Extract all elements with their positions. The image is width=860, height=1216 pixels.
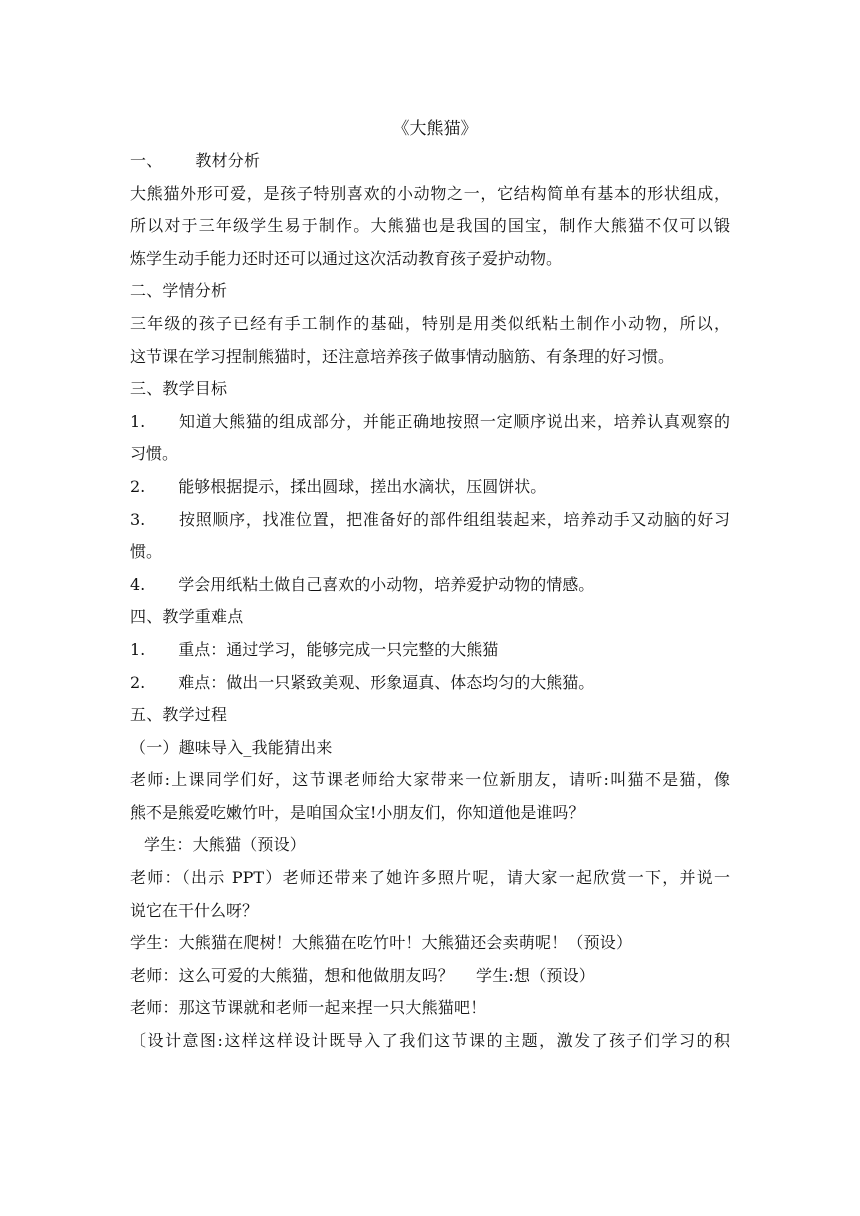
paragraph-line: 老师：（出示 PPT）老师还带来了她许多照片呢，请大家一起欣赏一下，并说一: [130, 868, 730, 888]
design-intent-paragraph: [130, 1025, 730, 1058]
key-point-item: [130, 634, 730, 667]
section-heading-materials: [130, 145, 730, 178]
paragraph-line: 〔设计意图:这样这样设计既导入了我们这节课的主题，激发了孩子们学习的积: [130, 1031, 730, 1051]
item-number: 2.: [130, 476, 146, 496]
item-text: 惯。: [130, 542, 163, 562]
paragraph-line: 说它在干什么呀？: [130, 900, 259, 920]
key-point-item: [130, 667, 730, 700]
item-text: 按照顺序，找准位置，把准备好的部件组组装起来，培养动手又动脑的好习: [178, 509, 730, 529]
section-heading-key-points: 四、教学重难点: [130, 607, 244, 627]
item-number: 4.: [130, 574, 146, 594]
dialogue-line: 学生：大熊猫在爬树！大熊猫在吃竹叶！大熊猫还会卖萌呢！（预设）: [130, 933, 633, 953]
item-number: 3.: [130, 509, 146, 529]
goal-item: [130, 406, 730, 471]
section-number: 一、: [130, 151, 163, 170]
goal-item: [130, 569, 730, 602]
dialogue-paragraph: [130, 862, 730, 927]
subsection-heading: （一）趣味导入_我能猜出来: [130, 737, 333, 757]
item-text: 习惯。: [130, 444, 179, 464]
dialogue-paragraph: [130, 764, 730, 829]
item-text: 知道大熊猫的组成部分，并能正确地按照一定顺序说出来，培养认真观察的: [178, 411, 730, 431]
item-number: 1.: [130, 639, 146, 659]
item-number: 2.: [130, 672, 146, 692]
dialogue-line: 老师：那这节课就和老师一起来捏一只大熊猫吧！: [130, 998, 487, 1018]
paragraph-line: 炼学生动手能力还时还可以通过这次活动教育孩子爱护动物。: [130, 248, 563, 268]
document-page: [130, 113, 730, 1058]
document-title: 《大熊猫》: [392, 119, 478, 139]
item-text: 能够根据提示，揉出圆球，搓出水滴状，压圆饼状。: [178, 476, 547, 496]
section-heading-text: 教材分析: [195, 151, 261, 170]
paragraph-line: 这节课在学习捏制熊猫时，还注意培养孩子做事情动脑筋、有条理的好习惯。: [130, 346, 675, 366]
teacher-question: 老师：这么可爱的大熊猫，想和他做朋友吗？: [130, 965, 455, 985]
item-text: 难点：做出一只紧致美观、形象逼真、体态均匀的大熊猫。: [178, 672, 595, 692]
goal-item: [130, 471, 730, 504]
section-heading-students: 二、学情分析: [130, 281, 228, 301]
item-text: 学会用纸粘土做自己喜欢的小动物，培养爱护动物的情感。: [178, 574, 595, 594]
item-number: 1.: [130, 411, 146, 431]
dialogue-line: [130, 960, 730, 993]
section-heading-goals: 三、教学目标: [130, 379, 228, 399]
goal-item: [130, 504, 730, 569]
student-answer: 学生:想（预设）: [476, 965, 596, 985]
paragraph-line: 老师:上课同学们好，这节课老师给大家带来一位新朋友，请听:叫猫不是猫，像: [130, 770, 730, 790]
item-text: 重点：通过学习，能够完成一只完整的大熊猫: [178, 639, 499, 659]
section-heading-process: 五、教学过程: [130, 705, 228, 725]
paragraph-line: 所以对于三年级学生易于制作。大熊猫也是我国的国宝，制作大熊猫不仅可以锻: [130, 216, 730, 236]
dialogue-line: 学生：大熊猫（预设）: [144, 835, 307, 855]
paragraph-line: 三年级的孩子已经有手工制作的基础，特别是用类似纸粘土制作小动物，所以，: [130, 313, 730, 333]
paragraph-line: 大熊猫外形可爱，是孩子特别喜欢的小动物之一，它结构简单有基本的形状组成，: [130, 183, 730, 203]
students-paragraph: [130, 308, 730, 373]
materials-paragraph: [130, 178, 730, 276]
paragraph-line: 熊不是熊爱吃嫩竹叶，是咱国众宝!小朋友们，你知道他是谁吗？: [130, 802, 585, 822]
